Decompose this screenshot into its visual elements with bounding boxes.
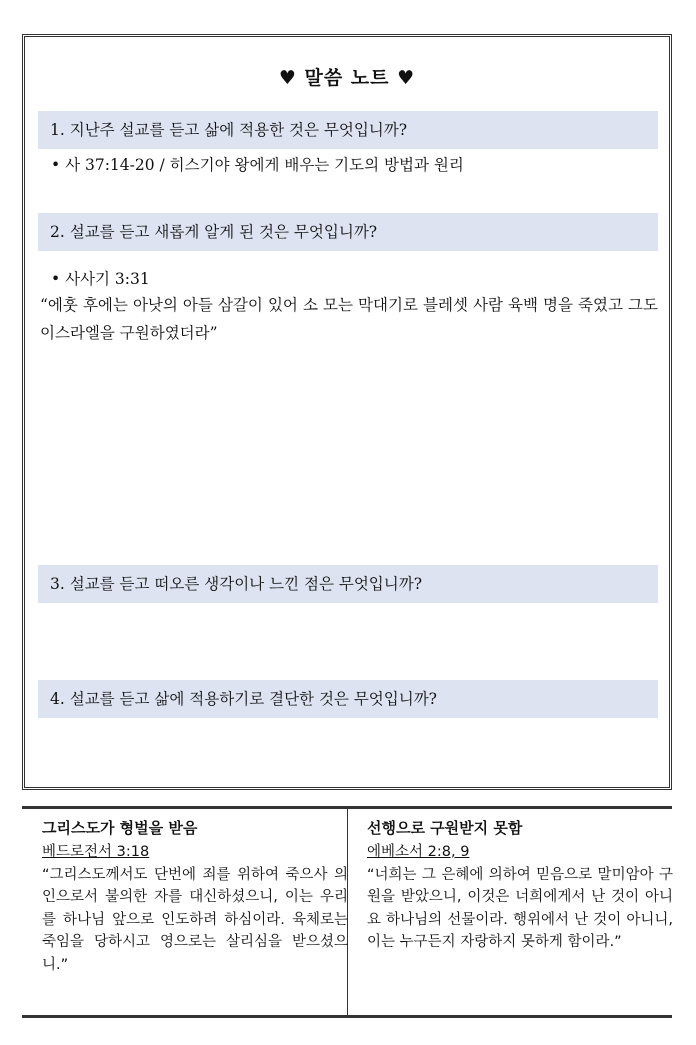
question-3: 3. 설교를 듣고 떠오른 생각이나 느낀 점은 무엇입니까? [38,565,658,603]
verse-text: “너희는 그 은혜에 의하여 믿음으로 말미암아 구원을 받았으니, 이것은 너희에게서 난 것이 아니요 하나님의 선물이라. 행위에서 난 것이 아니니, 이는 누구든지 자랑하지 못하게 함이라.” [367,866,673,950]
answer-2-reference: • 사사기 3:31 [51,270,150,288]
sermon-note-box [22,34,672,790]
verse-table [22,806,672,1018]
verse-column-left [42,809,348,976]
question-4: 4. 설교를 듣고 삶에 적용하기로 결단한 것은 무엇입니까? [38,680,658,718]
verse-column-right [367,809,673,954]
verse-reference: 베드로전서 3:18 [42,844,150,860]
note-title: ♥ 말씀 노트 ♥ [278,67,416,89]
question-1: 1. 지난주 설교를 듣고 삶에 적용한 것은 무엇입니까? [38,111,658,149]
answer-2-quote: “에훗 후에는 아낫의 아들 삼갈이 있어 소 모는 막대기로 블레셋 사람 육백 명을 죽였고 그도 이스라엘을 구원하였더라” [40,296,658,342]
question-2: 2. 설교를 듣고 새롭게 알게 된 것은 무엇입니까? [38,213,658,251]
verse-title: 선행으로 구원받지 못함 [367,819,523,837]
answer-1: • 사 37:14-20 / 히스기야 왕에게 배우는 기도의 방법과 원리 [51,156,464,174]
verse-reference: 에베소서 2:8, 9 [367,844,470,860]
verse-title: 그리스도가 형벌을 받음 [42,819,198,837]
verse-text: “그리스도께서도 단번에 죄를 위하여 죽으사 의인으로서 불의한 자를 대신하셨으니, 이는 우리를 하나님 앞으로 인도하려 하심이라. 육체로는 죽임을 당하시고 영으로는 살리심을 받으셨으니.” [42,866,348,973]
